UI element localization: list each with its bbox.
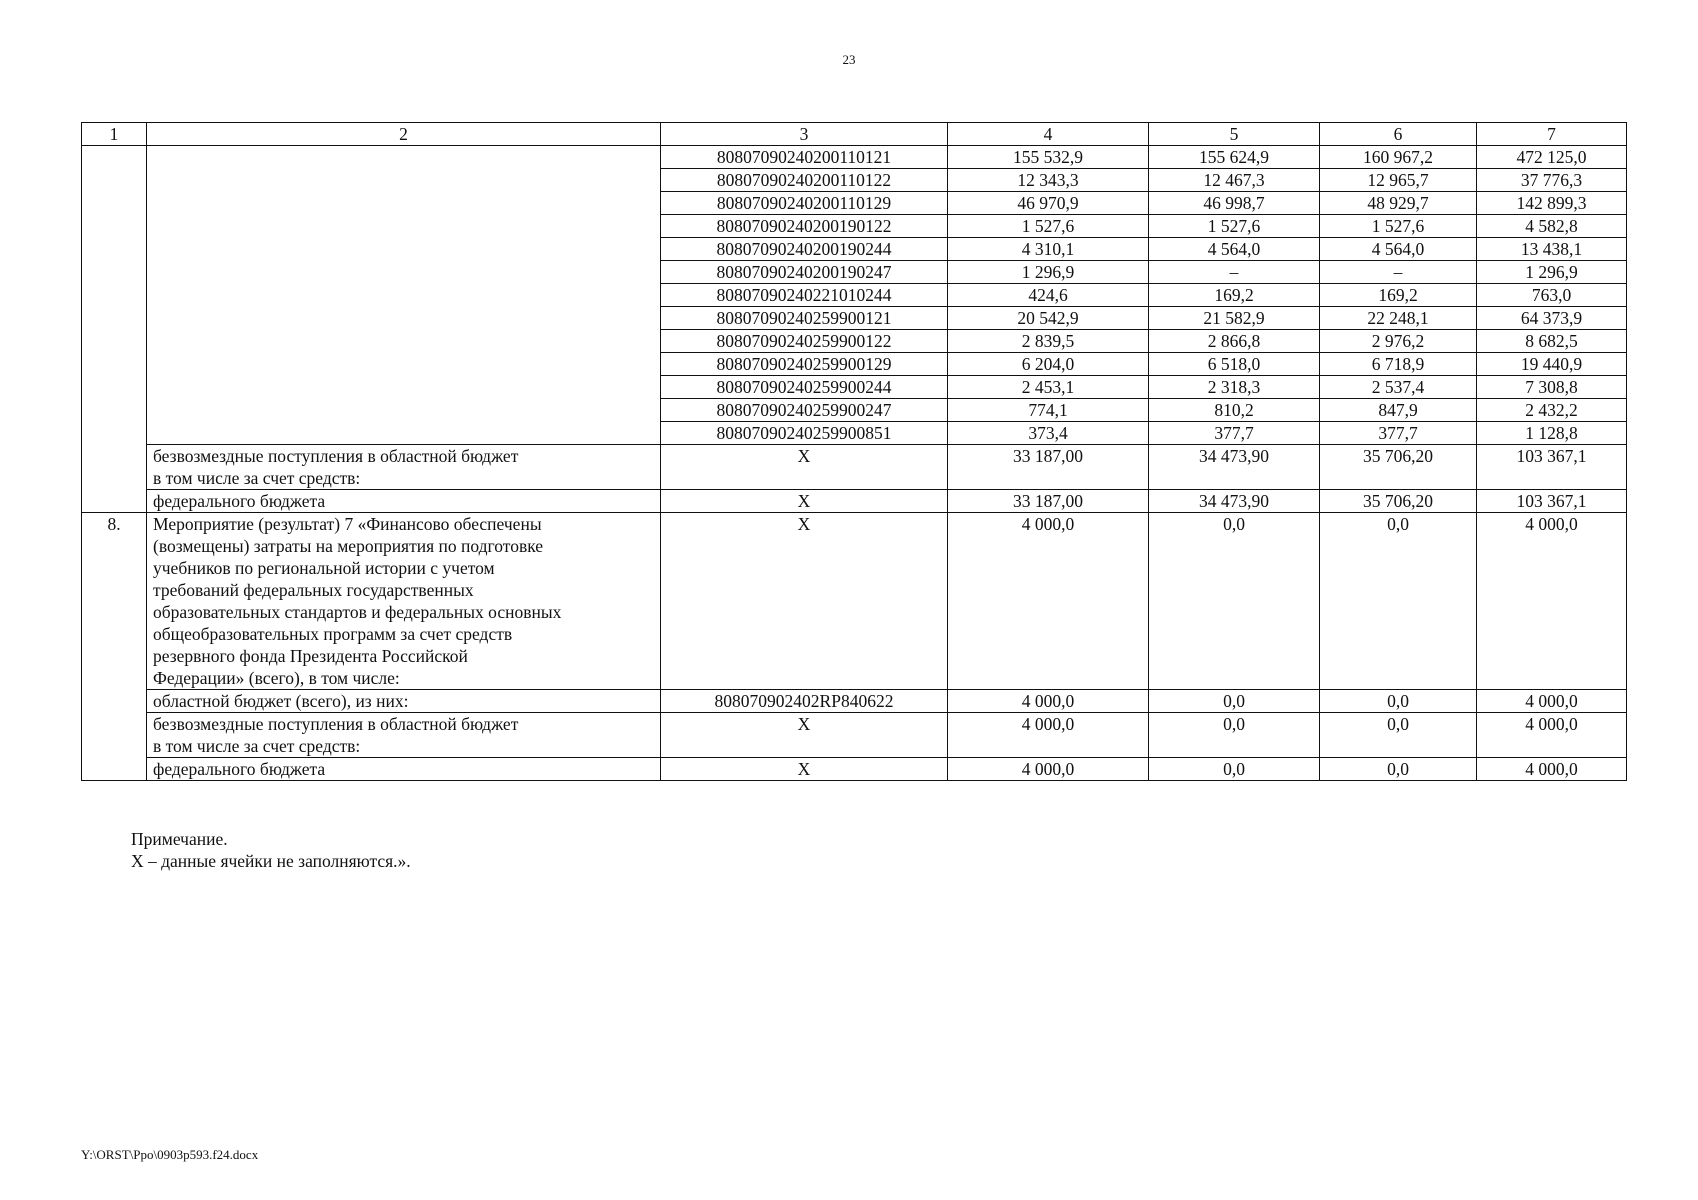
code-cell: 80807090240221010244 [661, 284, 948, 307]
table-row [82, 445, 1627, 490]
description-cell: федерального бюджета [147, 490, 661, 513]
code-cell: 80807090240200110122 [661, 169, 948, 192]
value-cell: 13 438,1 [1477, 238, 1627, 261]
footnote-title: Примечание. [131, 829, 228, 849]
header-cell: 4 [948, 123, 1149, 146]
header-cell: 5 [1149, 123, 1320, 146]
value-cell: 2 318,3 [1149, 376, 1320, 399]
value-cell: 472 125,0 [1477, 146, 1627, 169]
empty-cell [82, 146, 147, 513]
empty-cell [147, 146, 661, 445]
value-cell: 35 706,20 [1320, 445, 1477, 490]
table-row [82, 758, 1627, 781]
value-cell: 4 000,0 [948, 758, 1149, 781]
code-cell: 80807090240259900122 [661, 330, 948, 353]
description-line: резервного фонда Президента Российской [153, 646, 468, 666]
table-row [82, 713, 1627, 758]
value-cell: 2 432,2 [1477, 399, 1627, 422]
file-path: Y:\ORST\Ppo\0903p593.f24.docx [81, 1147, 259, 1162]
code-cell: 808070902402RP840622 [661, 690, 948, 713]
value-cell: 4 000,0 [948, 690, 1149, 713]
description-line: требований федеральных государственных [153, 580, 474, 600]
value-cell: 20 542,9 [948, 307, 1149, 330]
description-line: (возмещены) затраты на мероприятия по подготовке [153, 536, 544, 556]
value-cell: 142 899,3 [1477, 192, 1627, 215]
value-cell: 160 967,2 [1320, 146, 1477, 169]
value-cell: 48 929,7 [1320, 192, 1477, 215]
code-cell: 80807090240200110129 [661, 192, 948, 215]
description-cell [147, 513, 661, 690]
header-cell: 6 [1320, 123, 1477, 146]
value-cell: 4 000,0 [1477, 513, 1627, 690]
value-cell: 4 582,8 [1477, 215, 1627, 238]
description-line: безвозмездные поступления в областной бюджет [153, 714, 519, 734]
header-cell: 7 [1477, 123, 1627, 146]
value-cell: 373,4 [948, 422, 1149, 445]
value-cell: 37 776,3 [1477, 169, 1627, 192]
description-cell: федерального бюджета [147, 758, 661, 781]
code-cell: 80807090240200110121 [661, 146, 948, 169]
description-line: в том числе за счет средств: [153, 736, 361, 756]
value-cell: 0,0 [1320, 513, 1477, 690]
value-cell: 4 564,0 [1149, 238, 1320, 261]
footnote-text: X – данные ячейки не заполняются.». [131, 851, 411, 871]
table-row [82, 690, 1627, 713]
value-cell: 2 839,5 [948, 330, 1149, 353]
value-cell: 64 373,9 [1477, 307, 1627, 330]
value-cell: 103 367,1 [1477, 445, 1627, 490]
description-line: Федерации» (всего), в том числе: [153, 668, 400, 688]
table-row [82, 490, 1627, 513]
table-row [82, 146, 1627, 169]
value-cell: 46 970,9 [948, 192, 1149, 215]
value-cell: 0,0 [1149, 690, 1320, 713]
code-cell: 80807090240259900851 [661, 422, 948, 445]
value-cell: 34 473,90 [1149, 490, 1320, 513]
code-cell: X [661, 513, 948, 690]
description-cell: областной бюджет (всего), из них: [147, 690, 661, 713]
value-cell: 1 296,9 [948, 261, 1149, 284]
value-cell: 169,2 [1149, 284, 1320, 307]
value-cell: 1 128,8 [1477, 422, 1627, 445]
value-cell: 0,0 [1149, 758, 1320, 781]
description-cell [147, 445, 661, 490]
value-cell: 8 682,5 [1477, 330, 1627, 353]
value-cell: 2 866,8 [1149, 330, 1320, 353]
code-cell: 80807090240259900129 [661, 353, 948, 376]
value-cell: 377,7 [1320, 422, 1477, 445]
description-line: Мероприятие (результат) 7 «Финансово обеспечены [153, 514, 542, 534]
description-line: в том числе за счет средств: [153, 468, 361, 488]
value-cell: 155 624,9 [1149, 146, 1320, 169]
value-cell: 1 527,6 [948, 215, 1149, 238]
value-cell: 424,6 [948, 284, 1149, 307]
value-cell: 1 527,6 [1149, 215, 1320, 238]
budget-table [81, 122, 1627, 781]
code-cell: 80807090240259900121 [661, 307, 948, 330]
value-cell: 12 467,3 [1149, 169, 1320, 192]
value-cell: 1 527,6 [1320, 215, 1477, 238]
value-cell: 169,2 [1320, 284, 1477, 307]
value-cell: 155 532,9 [948, 146, 1149, 169]
header-cell: 3 [661, 123, 948, 146]
value-cell: 0,0 [1149, 713, 1320, 758]
footnote [131, 828, 411, 872]
value-cell: 6 518,0 [1149, 353, 1320, 376]
value-cell: 1 296,9 [1477, 261, 1627, 284]
value-cell: – [1149, 261, 1320, 284]
value-cell: 7 308,8 [1477, 376, 1627, 399]
description-line: образовательных стандартов и федеральных основных [153, 602, 562, 622]
value-cell: 4 000,0 [1477, 690, 1627, 713]
description-line: общеобразовательных программ за счет средств [153, 624, 513, 644]
value-cell: 4 000,0 [1477, 713, 1627, 758]
row-number-cell: 8. [82, 513, 147, 781]
code-cell: 80807090240200190244 [661, 238, 948, 261]
code-cell: X [661, 490, 948, 513]
value-cell: 774,1 [948, 399, 1149, 422]
code-cell: X [661, 445, 948, 490]
value-cell: 103 367,1 [1477, 490, 1627, 513]
header-cell: 2 [147, 123, 661, 146]
value-cell: 810,2 [1149, 399, 1320, 422]
value-cell: 0,0 [1320, 758, 1477, 781]
value-cell: 35 706,20 [1320, 490, 1477, 513]
value-cell: 12 965,7 [1320, 169, 1477, 192]
code-cell: 80807090240259900244 [661, 376, 948, 399]
value-cell: 377,7 [1149, 422, 1320, 445]
code-cell: 80807090240200190122 [661, 215, 948, 238]
code-cell: 80807090240259900247 [661, 399, 948, 422]
value-cell: 4 000,0 [1477, 758, 1627, 781]
value-cell: 847,9 [1320, 399, 1477, 422]
value-cell: 22 248,1 [1320, 307, 1477, 330]
value-cell: 2 453,1 [948, 376, 1149, 399]
value-cell: 33 187,00 [948, 490, 1149, 513]
value-cell: 4 564,0 [1320, 238, 1477, 261]
description-cell [147, 713, 661, 758]
value-cell: 763,0 [1477, 284, 1627, 307]
value-cell: 0,0 [1149, 513, 1320, 690]
value-cell: 4 310,1 [948, 238, 1149, 261]
description-line: безвозмездные поступления в областной бюджет [153, 446, 519, 466]
value-cell: 2 976,2 [1320, 330, 1477, 353]
table-row [82, 513, 1627, 690]
table-header-row [82, 123, 1627, 146]
code-cell: X [661, 758, 948, 781]
value-cell: 4 000,0 [948, 513, 1149, 690]
value-cell: 6 204,0 [948, 353, 1149, 376]
value-cell: 6 718,9 [1320, 353, 1477, 376]
value-cell: 4 000,0 [948, 713, 1149, 758]
value-cell: 19 440,9 [1477, 353, 1627, 376]
value-cell: – [1320, 261, 1477, 284]
header-cell: 1 [82, 123, 147, 146]
value-cell: 0,0 [1320, 713, 1477, 758]
value-cell: 33 187,00 [948, 445, 1149, 490]
value-cell: 46 998,7 [1149, 192, 1320, 215]
code-cell: 80807090240200190247 [661, 261, 948, 284]
description-line: учебников по региональной истории с учетом [153, 558, 495, 578]
value-cell: 21 582,9 [1149, 307, 1320, 330]
page-number: 23 [842, 52, 856, 67]
value-cell: 34 473,90 [1149, 445, 1320, 490]
value-cell: 0,0 [1320, 690, 1477, 713]
code-cell: X [661, 713, 948, 758]
value-cell: 2 537,4 [1320, 376, 1477, 399]
value-cell: 12 343,3 [948, 169, 1149, 192]
